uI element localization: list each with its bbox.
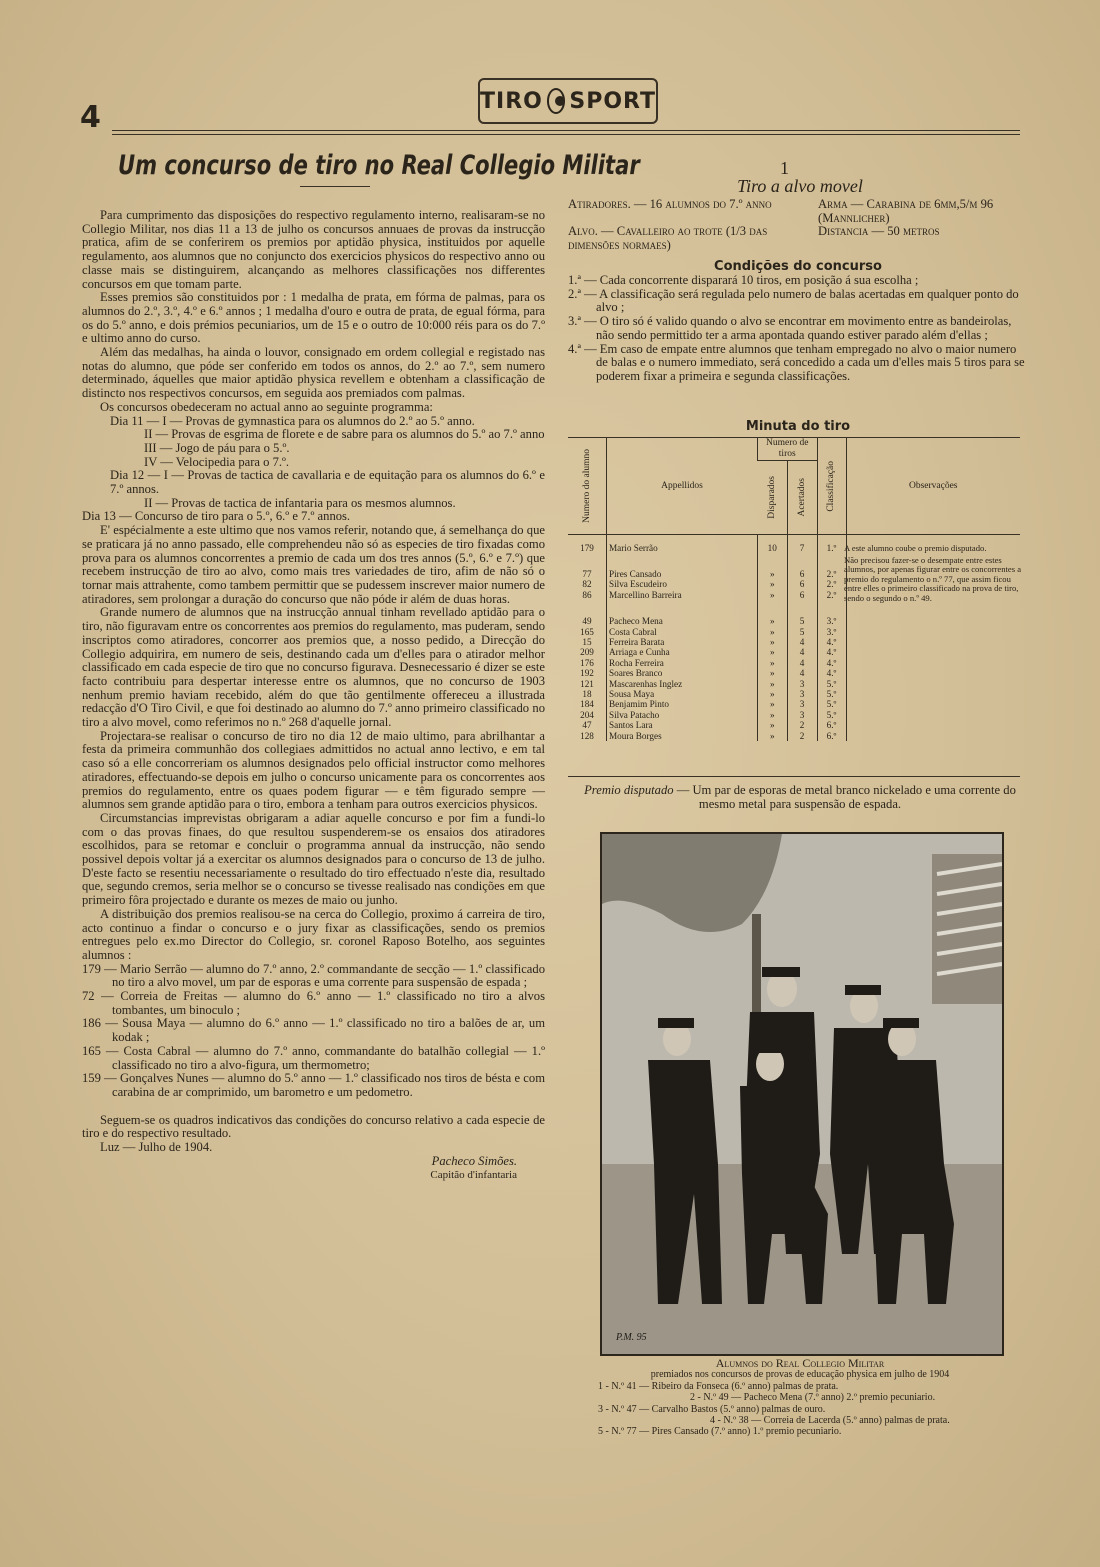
programme-item: II — Provas de esgrima de florete e de sabre para os alumnos do 5.º ao 7.º anno xyxy=(144,427,545,442)
spacer-cell xyxy=(568,600,607,616)
programme-item: Dia 12 — I — Provas de tactica de cavallaria e de equitação para os alumnos do 6.º e 7.º annos. xyxy=(110,468,545,497)
cell-numero: 82 xyxy=(582,579,592,590)
cell-numero: 18 xyxy=(582,688,592,699)
caption-title: Alumnos do Real Collegio Militar xyxy=(715,1356,885,1370)
col-disparados xyxy=(758,460,788,534)
cell-classificacao: 6.º xyxy=(817,720,846,730)
cell-appellido: Mario Serrão xyxy=(607,543,758,553)
cell-appellido: Marcellino Barreira xyxy=(607,590,758,600)
cell-appellido: Silva Escudeiro xyxy=(607,579,758,589)
cell-appellido: Benjamim Pinto xyxy=(607,699,758,709)
cell-appellido: Ferreira Barata xyxy=(607,637,758,647)
cell-classificacao: 3.º xyxy=(817,616,846,626)
table-row xyxy=(568,627,1020,637)
condition-item: 4.ª — Em caso de empate entre alumnos que tenham empregado no alvo o maior numero de balas e o numero immediato, será concedido a cada um d'elles mais 5 tiros para se poderem fixar a primeira e segunda classificações. xyxy=(568,341,1025,383)
cell-observacao xyxy=(846,689,1020,699)
cell-acertados: 3 xyxy=(787,679,817,689)
cell-disparados: » xyxy=(758,627,788,637)
col-acertados-label: Acertados xyxy=(796,478,807,517)
cell-acertados: 6 xyxy=(787,579,817,589)
condition-item: 1.ª — Cada concorrente disparará 10 tiros, em posição á sua escolha ; xyxy=(568,273,919,287)
col-numero-label: Numero do alumno xyxy=(581,449,592,523)
cell-numero: 204 xyxy=(580,709,594,720)
table-row xyxy=(568,689,1020,699)
header-rule-2 xyxy=(112,134,1020,135)
cell-disparados: » xyxy=(758,710,788,720)
programme-item: II — Provas de tactica de infantaria para os mesmos alumnos. xyxy=(144,495,456,510)
table-row xyxy=(568,731,1020,741)
cell-disparados: » xyxy=(758,699,788,709)
paragraph: Circumstancias imprevistas obrigaram a adiar aquelle concurso e por fim a fundi-lo com o das provas finaes, do que resultou suspenderem-se os ensaios dos atiradores escolhidos, para se retomar e concluir o programma annual da instrucção, não sendo possivel depois voltar já a exercitar os alumnos designados para o concurso de 13 de julho. D'este facto se resentiu necessariamente o resultado do tiro effectuado n'este dia, resultado que, segundo cremos, seria melhor se o concurso se tivesse realisado nas condições em que primeiro fôra projectado e durante os mezes de maio ou junho. xyxy=(82,810,545,908)
cell-acertados: 4 xyxy=(787,668,817,678)
caption-line: 1 - N.º 41 — Ribeiro da Fonseca (6.º anno) palmas de prata. xyxy=(598,1380,839,1392)
group-photograph xyxy=(600,832,1004,1356)
author-title: Capitão d'infantaria xyxy=(430,1168,517,1181)
cell-observacao xyxy=(846,616,1020,626)
cell-numero: 165 xyxy=(580,626,594,637)
spacer-cell xyxy=(758,600,788,616)
param-arma: Arma — Carabina de 6mm,5/m 96 (Mannlicher) xyxy=(818,197,994,225)
col-numero xyxy=(568,438,607,535)
programme-item: IV — Velocipedia para o 7.º. xyxy=(144,454,290,469)
cell-numero: 121 xyxy=(580,678,594,689)
cell-numero: 184 xyxy=(580,699,594,710)
observations xyxy=(844,544,1022,604)
table-row xyxy=(568,658,1020,668)
cell-appellido: Sousa Maya xyxy=(607,689,758,699)
caption-line: 2 - N.º 49 — Pacheco Mena (7.º anno) 2.º premio pecuniario. xyxy=(690,1392,936,1404)
paragraph: A distribuição dos premios realisou-se na cerca do Collegio, proximo á carreira de tiro, acto continuo a findar o concurso e o jury fixar as classificações, sendo os premios entregues pelo ex.mo Director do Collegio, sr. coronel Raposo Botelho, aos seguintes alumnos : xyxy=(82,906,545,962)
table-row xyxy=(568,647,1020,657)
table-row xyxy=(568,710,1020,720)
table-heading: Minuta do tiro xyxy=(745,419,851,434)
paragraph: Projectara-se realisar o concurso de tiro no dia 12 de maio ultimo, para abrilhantar a festa da primeira communhão dos collegiaes admittidos no actual anno lectivo, e em tal caso só a elle concorreriam os alumnos designados pelo official instructor como melhores atiradores, effectuando-se depois em julho o concurso unicamente para os concorrentes aos premios do regulamento, entre os quaes podem figurar — e têm figurado sempre — alumnos sem grande aptidão para o tiro, embora a tenham para outros exercicios physicos. xyxy=(82,728,545,812)
table-row xyxy=(568,668,1020,678)
author-name: Pacheco Simões. xyxy=(431,1153,517,1168)
cell-appellido: Costa Cabral xyxy=(607,627,758,637)
table-row xyxy=(568,699,1020,709)
cell-numero: 209 xyxy=(580,647,594,658)
cell-appellido: Santos Lara xyxy=(607,720,758,730)
cell-disparados: » xyxy=(758,689,788,699)
cell-disparados: » xyxy=(758,616,788,626)
col-classificacao xyxy=(817,438,846,535)
observation-note: A este alumno coube o premio disputado. xyxy=(844,543,987,553)
cell-numero: 179 xyxy=(580,542,594,553)
cell-appellido: Soares Branco xyxy=(607,668,758,678)
paragraph: Grande numero de alumnos que na instrucção annual tinham revellado aptidão para o tiro, não figuravam entre os concorrentes aos premios do regulamento, mas puderam, sendo inscriptos como atiradores, concorrer aos premios que, a nosso pedido, a Direcção do Collegio adquirira, em numero de seis, destinando cada um d'elles para o atirador melhor classificado em cada especie de tiro que no concurso figurava. Desnecessario é dizer se este facto contribuiu para despertar interesse entre os alumnos, que no concurso de 1903 nenhum premio haviam recebido, além do que tão gentilmente offereceu a illustrada redacção d'O Tiro Civil, e que foi destinado ao alumno do 7.º anno primeiro classificado no tiro a alvo movel, como referimos no n.º 268 d'aquelle jornal. xyxy=(82,605,545,730)
programme-item: Dia 13 — Concurso de tiro para o 5.º, 6.º e 7.º annos. xyxy=(82,509,351,524)
shoot-parameters xyxy=(568,198,1030,253)
cell-observacao xyxy=(846,668,1020,678)
spacer-cell xyxy=(787,535,817,543)
cell-classificacao: 4.º xyxy=(817,668,846,678)
caption-subtitle: premiados nos concursos de provas de educação physica em julho de 1904 xyxy=(650,1369,950,1381)
spacer-cell xyxy=(758,553,788,569)
cell-classificacao: 5.º xyxy=(817,699,846,709)
cell-appellido: Mascarenhas Inglez xyxy=(607,679,758,689)
cell-disparados: » xyxy=(758,637,788,647)
paragraph: E' espécialmente a este ultimo que nos vamos referir, notando que, á semelhança do que se praticara já no anno passado, elle comprehendeu não só as especies de tiro fixadas como prova para os alumnos concorrentes a premio de cada um dos tres annos (5.º, 6.º e 7.º) que recebem instrucção de tiro ao alvo, como mais tres variedades de tiro, afim de não só o tornar mais attrahente, como tambem permittir que se pudessem inscrever maior numero de atiradores, sem prolongar a duração do concurso que não póde ir além de duas horas. xyxy=(82,523,545,606)
page-number: 4 xyxy=(80,100,101,135)
cell-appellido: Moura Borges xyxy=(607,731,758,741)
table-bottom-rule xyxy=(568,776,1020,777)
award-item: 186 — Sousa Maya — alumno do 6.º anno — 1.º classificado no tiro a balões de ar, um kodak ; xyxy=(82,1016,545,1045)
masthead-right: SPORT xyxy=(569,88,656,114)
cell-acertados: 4 xyxy=(787,658,817,668)
caption-line: 4 - N.º 38 — Correia de Lacerda (5.º anno) palmas de prata. xyxy=(710,1415,950,1427)
caption-line: 5 - N.º 77 — Pires Cansado (7.º anno) 1.º premio pecuniario. xyxy=(598,1426,842,1438)
cell-acertados: 6 xyxy=(787,590,817,600)
cell-disparados: » xyxy=(758,668,788,678)
caption-line: 3 - N.º 47 — Carvalho Bastos (5.º anno) palmas de ouro. xyxy=(598,1403,826,1415)
cell-classificacao: 1.º xyxy=(817,543,846,553)
cell-observacao xyxy=(846,637,1020,647)
cell-classificacao: 2.º xyxy=(817,569,846,579)
photo-credit: P.M. 95 xyxy=(616,1332,647,1343)
cell-disparados: » xyxy=(758,720,788,730)
param-atiradores: Atiradores. — 16 alumnos do 7.º anno xyxy=(568,197,772,211)
spacer-cell xyxy=(817,553,846,569)
cell-classificacao: 5.º xyxy=(817,679,846,689)
cell-appellido: Silva Patacho xyxy=(607,710,758,720)
condition-item: 3.ª — O tiro só é valido quando o alvo se encontrar em movimento entre as bandeirolas, não sendo permittido ter a arma apontada quando estiver parado além d'ellas ; xyxy=(568,314,1012,342)
cell-observacao xyxy=(846,658,1020,668)
cell-numero: 47 xyxy=(582,720,592,731)
cell-observacao xyxy=(846,627,1020,637)
table-row xyxy=(568,720,1020,730)
cell-disparados: » xyxy=(758,679,788,689)
cell-acertados: 3 xyxy=(787,689,817,699)
conditions-list xyxy=(568,274,1026,384)
cell-acertados: 5 xyxy=(787,627,817,637)
award-item: 72 — Correia de Freitas — alumno do 6.º anno — 1.º classificado no tiro a alvos tombantes, um binoculo ; xyxy=(82,989,545,1017)
award-item: 179 — Mario Serrão — alumno do 7.º anno, 2.º commandante de secção — 1.º classificado no tiro a alvo movel, um par de esporas e uma corrente para suspensão de espada ; xyxy=(82,961,545,990)
col-classificacao-label: Classificação xyxy=(826,460,837,512)
observation-note: Não precisou fazer-se o desempate entre estes alumnos, por apenas figurar entre os concorrentes a premio do regulamento o n.º 77, que assim ficou entre elles o primeiro classificado na prova de tiro, sendo o segundo o n.º 49. xyxy=(844,554,1022,603)
col-numero-tiros: Numero de tiros xyxy=(758,438,818,460)
cell-acertados: 3 xyxy=(787,710,817,720)
article-title: Um concurso de tiro no Real Collegio Militar xyxy=(118,150,640,181)
cell-disparados: » xyxy=(758,579,788,589)
article-body xyxy=(82,209,545,1182)
table-row xyxy=(568,616,1020,626)
spacer-cell xyxy=(787,600,817,616)
paragraph: Esses premios são constituidos por : 1 medalha de prata, em fórma de palmas, para os alumnos do 2.º, 3.º, 4.º e 6.º annos ; 1 medalha d'ouro e outra de prata, de egual fórma, para os do 5.º anno, e dois prémios pecuniarios, um de 15 e o outro de 10:000 réis para os do 7.º e ultimo anno do curso. xyxy=(82,290,545,346)
spacer-cell xyxy=(607,553,758,569)
award-item: 165 — Costa Cabral — alumno do 7.º anno, commandante do batalhão collegial — 1.º classificado no tiro a alvo-figura, um thermometro; xyxy=(82,1043,545,1072)
conditions-heading: Condições do concurso xyxy=(714,259,882,274)
table-row xyxy=(568,637,1020,647)
cell-disparados: » xyxy=(758,569,788,579)
cell-disparados: » xyxy=(758,731,788,741)
results-table-wrap xyxy=(568,438,1020,741)
param-alvo: Alvo. — Cavalleiro ao trote (1/3 das dimensões normaes) xyxy=(568,224,768,253)
cell-acertados: 4 xyxy=(787,637,817,647)
header-rule xyxy=(112,130,1020,131)
cell-acertados: 7 xyxy=(787,543,817,553)
cell-acertados: 2 xyxy=(787,720,817,730)
article-date: Luz — Julho de 1904. xyxy=(100,1140,213,1155)
spacer-cell xyxy=(607,600,758,616)
premio-label: Premio disputado xyxy=(584,783,674,797)
photo-illustration xyxy=(602,834,1002,1354)
cell-numero: 176 xyxy=(580,657,594,668)
cell-classificacao: 4.º xyxy=(817,658,846,668)
cell-appellido: Pacheco Mena xyxy=(607,616,758,626)
closing-paragraph: Seguem-se os quadros indicativos das condições do concurso relativo a cada especie de tiro e do respectivo resultado. xyxy=(82,1112,545,1141)
cell-classificacao: 6.º xyxy=(817,731,846,741)
cell-classificacao: 2.º xyxy=(817,579,846,589)
paragraph: Os concursos obedeceram no actual anno ao seguinte programma: xyxy=(100,399,433,414)
spacer-cell xyxy=(568,553,607,569)
spacer-cell xyxy=(758,535,788,543)
cell-appellido: Pires Cansado xyxy=(607,569,758,579)
cell-appellido: Arriaga e Cunha xyxy=(607,647,758,657)
masthead-logo xyxy=(478,78,658,124)
spacer-cell xyxy=(568,535,607,543)
cell-numero: 15 xyxy=(582,636,592,647)
col-appellidos: Appellidos xyxy=(607,438,758,535)
cell-acertados: 2 xyxy=(787,731,817,741)
param-distancia: Distancia — 50 metros xyxy=(818,224,940,239)
condition-item: 2.ª — A classificação será regulada pelo numero de balas acertadas em qualquer ponto do alvo ; xyxy=(568,286,1019,315)
cell-observacao xyxy=(846,699,1020,709)
premio-text: — Um par de esporas de metal branco nickelado e uma corrente do mesmo metal para suspensão de espada. xyxy=(673,783,1016,811)
cell-observacao xyxy=(846,647,1020,657)
section-number: 1 xyxy=(780,158,789,178)
cell-observacao xyxy=(846,679,1020,689)
param-row xyxy=(568,198,1030,225)
award-item: 159 — Gonçalves Nunes — alumno do 5.º anno — 1.º classificado nos tiros de bésta e com carabina de ar comprimido, um barometro e um pedometro. xyxy=(82,1071,545,1099)
masthead-left: TIRO xyxy=(480,88,543,114)
cell-disparados: » xyxy=(758,658,788,668)
spacer-cell xyxy=(817,535,846,543)
cell-acertados: 5 xyxy=(787,616,817,626)
paragraph: Além das medalhas, ha ainda o louvor, consignado em ordem collegial e registado nas notas do alumno, que póde ser conferido em todos os annos, do 2.º ao 7.º, sem numero determinado, áquelles que maior aptidão physica revellem e obtenham a classificação de distincto nos respectivos concursos, em seguida aos premiados com palmas. xyxy=(82,345,545,401)
spacer-cell xyxy=(787,553,817,569)
cell-numero: 86 xyxy=(582,589,592,600)
cell-classificacao: 4.º xyxy=(817,637,846,647)
paragraph: Para cumprimento das disposições do respectivo regulamento interno, realisaram-se no Collegio Militar, nos dias 11 a 13 de julho os concursos annuaes de provas da instrucção pratica, afim de se conferirem os premios por aptidão physica, instituidos por aquelle regulamento, aos alumnos que no conjuncto dos exercicios physicos do respectivo anno ou classe mais se distinguirem, alcançando as melhores classificações nos differentes concursos em que tomam parte. xyxy=(82,208,545,291)
premio-note xyxy=(572,784,1028,811)
cell-classificacao: 2.º xyxy=(817,590,846,600)
cell-numero: 49 xyxy=(582,616,592,627)
spacer-cell xyxy=(817,600,846,616)
title-rule xyxy=(300,186,370,187)
spacer-cell xyxy=(846,535,1020,543)
programme-item: Dia 11 — I — Provas de gymnastica para os alumnos do 2.º ao 5.º anno. xyxy=(110,413,475,428)
section-subtitle: Tiro a alvo movel xyxy=(737,176,863,196)
cell-acertados: 6 xyxy=(787,569,817,579)
param-row xyxy=(568,225,1030,252)
cell-numero: 128 xyxy=(580,730,594,741)
cell-disparados: » xyxy=(758,647,788,657)
cell-appellido: Rocha Ferreira xyxy=(607,658,758,668)
cell-observacao xyxy=(846,731,1020,741)
cell-classificacao: 5.º xyxy=(817,710,846,720)
cell-disparados: » xyxy=(758,590,788,600)
cell-numero: 77 xyxy=(582,568,592,579)
cell-acertados: 4 xyxy=(787,647,817,657)
cell-classificacao: 4.º xyxy=(817,647,846,657)
cell-disparados: 10 xyxy=(758,543,788,553)
table-row xyxy=(568,679,1020,689)
photo-caption xyxy=(570,1358,1030,1438)
col-disparados-label: Disparados xyxy=(766,475,777,519)
cell-numero: 192 xyxy=(580,668,594,679)
target-icon xyxy=(547,88,566,114)
spacer-cell xyxy=(607,535,758,543)
col-acertados xyxy=(787,460,817,534)
cell-acertados: 3 xyxy=(787,699,817,709)
col-observacoes: Observações xyxy=(846,438,1020,535)
cell-observacao xyxy=(846,720,1020,730)
cell-observacao xyxy=(846,710,1020,720)
cell-classificacao: 5.º xyxy=(817,689,846,699)
programme-item: III — Jogo de páu para o 5.º. xyxy=(144,440,290,455)
table-spacer-row xyxy=(568,535,1020,543)
cell-classificacao: 3.º xyxy=(817,627,846,637)
